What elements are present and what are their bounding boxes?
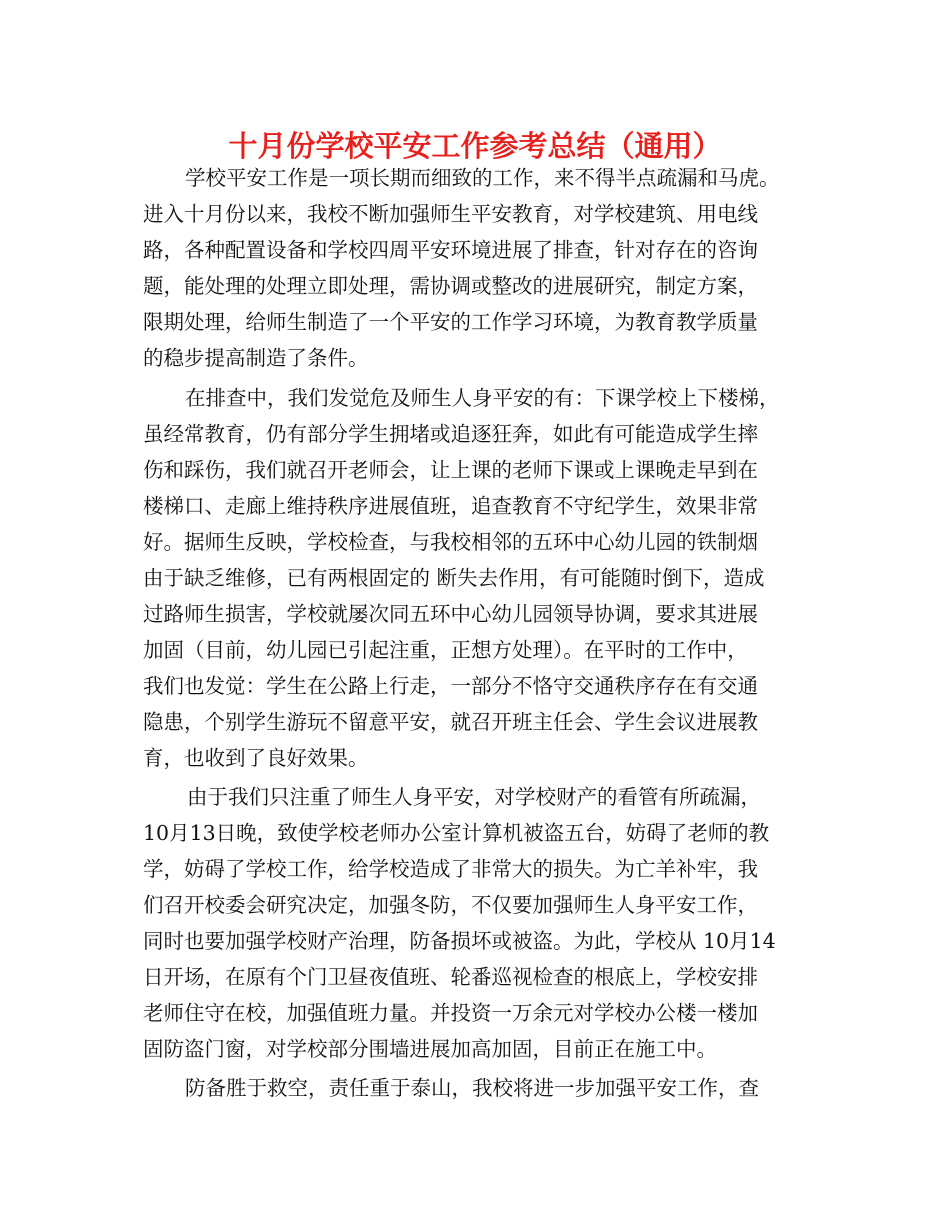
body-line: 限期处理，给师生制造了一个平安的工作学习环境，为教育教学质量 [143,310,758,334]
body-line: 路，各种配置设备和学校四周平安环境进展了排查，针对存在的咨询 [143,238,758,262]
body-line: 们召开校委会研究决定，加强冬防，不仅要加强师生人身平安工作， [143,893,758,917]
body-line: 虽经常教育，仍有部分学生拥堵或追逐狂奔，如此有可能造成学生摔 [143,422,758,446]
document-title: 十月份学校平安工作参考总结（通用） [228,129,722,163]
body-line: 隐患，个别学生游玩不留意平安，就召开班主任会、学生会议进展教 [143,710,758,734]
body-line: 的稳步提高制造了条件。 [143,346,369,370]
body-line: 学校平安工作是一项长期而细致的工作，来不得半点疏漏和马虎。 [185,166,780,190]
body-line: 好。据师生反映，学校检查，与我校相邻的五环中心幼儿园的铁制烟 [143,530,758,554]
body-line: 楼梯口、走廊上维持秩序进展值班，追查教育不守纪学生，效果非常 [143,494,758,518]
body-line: 由于我们只注重了师生人身平安，对学校财产的看管有所疏漏， [187,785,761,809]
body-line: 加固（目前，幼儿园已引起注重，正想方处理）。在平时的工作中， [143,638,748,662]
body-line: 学，妨碍了学校工作，给学校造成了非常大的损失。为亡羊补牢，我 [143,857,758,881]
body-line: 进入十月份以来，我校不断加强师生平安教育，对学校建筑、用电线 [143,202,758,226]
body-line: 日开场，在原有个门卫昼夜值班、轮番巡视检查的根底上，学校安排 [143,965,758,989]
body-line: 过路师生损害，学校就屡次同五环中心幼儿园领导协调，要求其进展 [143,602,758,626]
body-line: 防备胜于救空，责任重于泰山，我校将进一步加强平安工作，查 [185,1076,759,1100]
body-line: 我们也发觉：学生在公路上行走，一部分不恪守交通秩序存在有交通 [143,674,758,698]
body-line: 在排查中，我们发觉危及师生人身平安的有：下课学校上下楼梯， [185,386,780,410]
body-line: 伤和踩伤，我们就召开老师会，让上课的老师下课或上课晚走早到在 [143,458,758,482]
body-line: 老师住守在校，加强值班力量。并投资一万余元对学校办公楼一楼加 [143,1001,758,1025]
body-line: 题，能处理的处理立即处理，需协调或整改的进展研究，制定方案， [143,274,758,298]
body-line: 10月13日晚，致使学校老师办公室计算机被盗五台，妨碍了老师的教 [143,821,770,845]
body-line: 固防盗门窗，对学校部分围墙进展加高加固，目前正在施工中。 [143,1037,717,1061]
body-line: 同时也要加强学校财产治理，防备损坏或被盗。为此，学校从 10月14 [143,929,776,953]
body-line: 由于缺乏维修，已有两根固定的 断失去作用，有可能随时倒下，造成 [143,566,765,590]
body-line: 育，也收到了良好效果。 [143,746,369,770]
